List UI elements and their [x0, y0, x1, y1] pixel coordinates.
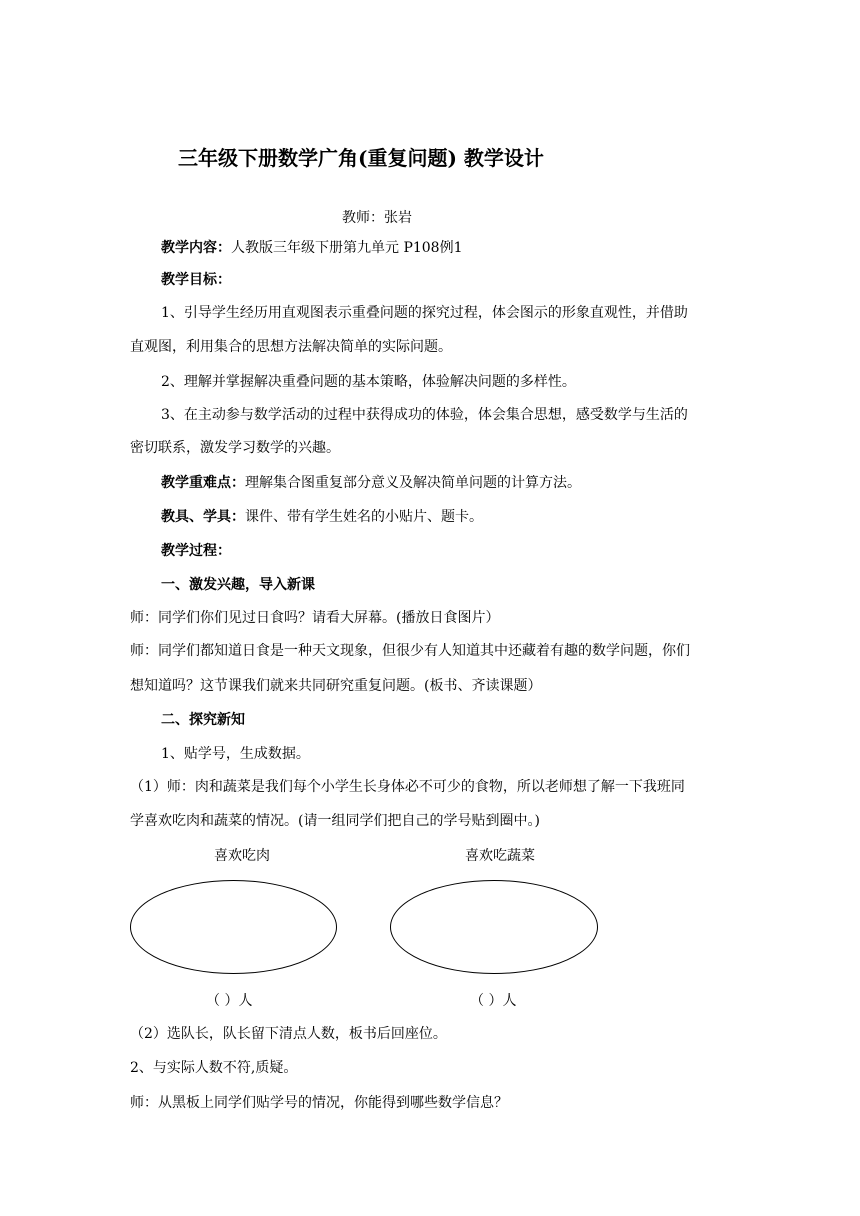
- goal-1-line-1: 1、引导学生经历用直观图表示重叠问题的探究过程，体会图示的形象直观性，并借助: [161, 305, 688, 321]
- teaching-content-text: 人教版三年级下册第九单元 P108例1: [231, 240, 463, 256]
- process-heading: 教学过程：: [161, 543, 231, 559]
- teaching-content: [161, 238, 463, 258]
- teaching-tools-text: 课件、带有学生姓名的小贴片、题卡。: [245, 509, 483, 525]
- step-1-1-line-2: 学喜欢吃肉和蔬菜的情况。(请一组同学们把自己的学号贴到圈中。): [130, 813, 540, 829]
- goal-3-line-1: 3、在主动参与数学活动的过程中获得成功的体验，体会集合思想，感受数学与生活的: [161, 407, 688, 423]
- teaching-content-label: 教学内容：: [161, 240, 231, 256]
- right-set-oval: [390, 880, 598, 974]
- paragraph-1: 师：同学们你们见过日食吗？请看大屏幕。(播放日食图片）: [130, 610, 500, 626]
- step-2: 2、与实际人数不符,质疑。: [130, 1060, 298, 1076]
- goal-1-line-2: 直观图，利用集合的思想方法解决简单的实际问题。: [130, 339, 452, 355]
- step-1-1-line-1: （1）师：肉和蔬菜是我们每个小学生长身体必不可少的食物，所以老师想了解一下我班同: [130, 779, 685, 795]
- goal-2: 2、理解并掌握解决重叠问题的基本策略，体验解决问题的多样性。: [161, 374, 576, 390]
- step-1-2: （2）选队长，队长留下清点人数，板书后回座位。: [130, 1026, 447, 1042]
- goals-heading: 教学目标：: [161, 272, 231, 288]
- left-set-count: （ ）人: [206, 993, 253, 1009]
- key-points-text: 理解集合图重复部分意义及解决简单问题的计算方法。: [245, 475, 581, 491]
- paragraph-last: 师：从黑板上同学们贴学号的情况，你能得到哪些数学信息？: [130, 1095, 508, 1111]
- paragraph-2-line-2: 想知道吗？这节课我们就来共同研究重复问题。(板书、齐读课题）: [130, 678, 542, 694]
- left-set-oval: [130, 880, 337, 974]
- teaching-tools-label: 教具、学具：: [161, 509, 245, 525]
- left-set-label: 喜欢吃肉: [214, 848, 270, 864]
- teaching-tools: [161, 507, 483, 527]
- right-set-count: （ ）人: [470, 993, 517, 1009]
- key-points-label: 教学重难点：: [161, 475, 245, 491]
- teacher-line: 教师：张岩: [342, 210, 412, 226]
- paragraph-2-line-1: 师：同学们都知道日食是一种天文现象，但很少有人知道其中还藏着有趣的数学问题，你们: [130, 643, 690, 659]
- step-1: 1、贴学号，生成数据。: [161, 746, 310, 762]
- right-set-label: 喜欢吃蔬菜: [465, 848, 535, 864]
- goal-3-line-2: 密切联系，激发学习数学的兴趣。: [130, 440, 340, 456]
- key-points: [161, 473, 581, 493]
- section-2-heading: 二、探究新知: [161, 712, 245, 728]
- page-title: 三年级下册数学广角(重复问题) 教学设计: [178, 146, 544, 170]
- section-1-heading: 一、激发兴趣，导入新课: [161, 577, 315, 593]
